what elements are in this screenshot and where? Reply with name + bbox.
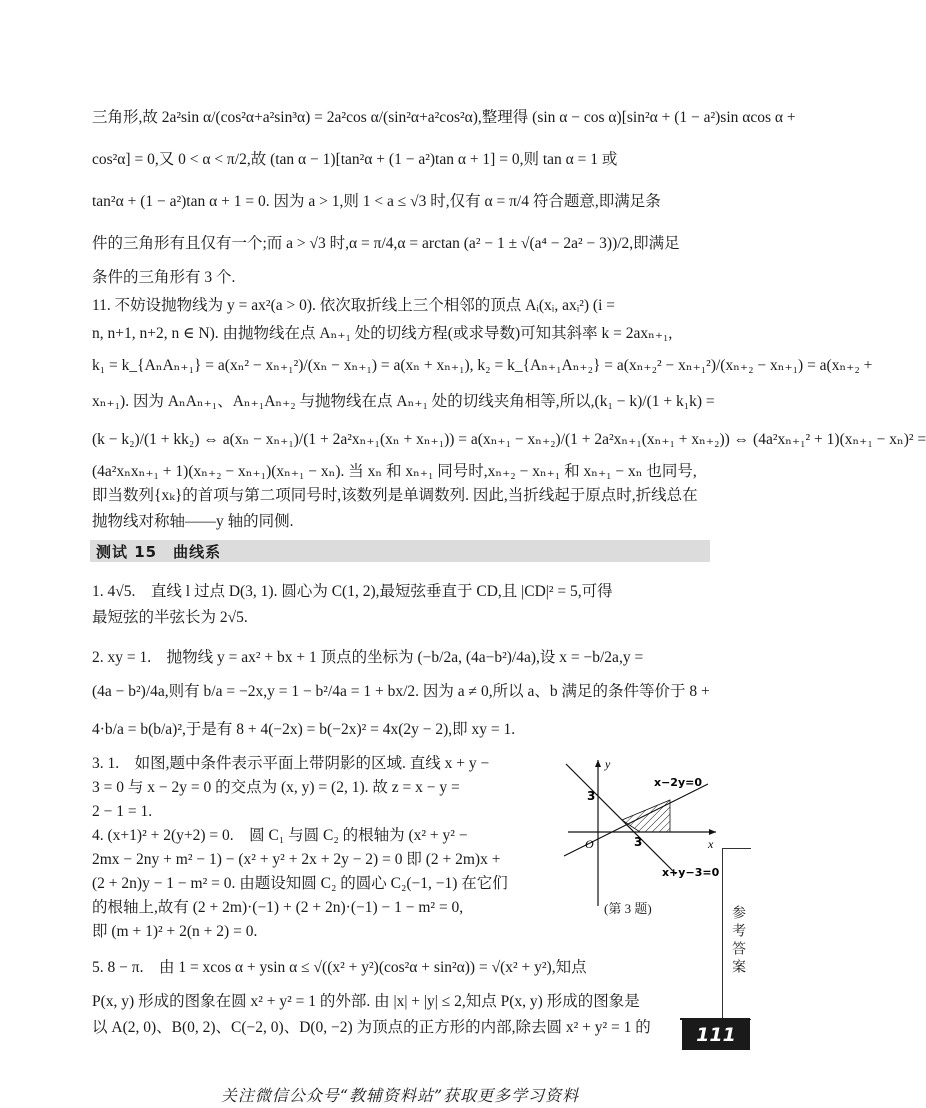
text-line: xₙ₊₁). 因为 AₙAₙ₊₁、Aₙ₊₁Aₙ₊₂ 与抛物线在点 Aₙ₊₁ 处的切线夹角相等,所以,(k₁ − k)/(1 + k₁k) = — [92, 393, 715, 410]
text-line: 抛物线对称轴——y 轴的同侧. — [92, 513, 294, 530]
footer-note: 关注微信公众号“教辅资料站”获取更多学习资料 — [220, 1086, 580, 1105]
text-line: k₁ = k_{AₙAₙ₊₁} = a(xₙ² − xₙ₊₁²)/(xₙ − xₙ₊₁) = a(xₙ + xₙ₊₁), k₂ = k_{Aₙ₊₁Aₙ₊₂} = a(xₙ₊₂² − xₙ₊₁²)/(xₙ₊₂ − xₙ₊₁) = a(xₙ₊₂ + — [92, 357, 873, 374]
y-axis-arrow-icon — [595, 760, 601, 767]
line-x-plus-y-3-label: x+y−3=0 — [662, 866, 720, 879]
text-line: (4a²xₙxₙ₊₁ + 1)(xₙ₊₂ − xₙ₊₁)(xₙ₊₁ − xₙ). 当 xₙ 和 xₙ₊₁ 同号时,xₙ₊₂ − xₙ₊₁ 和 xₙ₊₁ − xₙ 也同号, — [92, 463, 697, 480]
page-number: 111 — [682, 1020, 750, 1050]
text-line: cos²α] = 0,又 0 < α < π/2,故 (tan α − 1)[tan²α + (1 − a²)tan α + 1] = 0,则 tan α = 1 或 — [92, 151, 618, 168]
side-tab-label: 参考答案 — [730, 905, 746, 977]
text-line: 3 = 0 与 x − 2y = 0 的交点为 (x, y) = (2, 1). 故 z = x − y = — [92, 779, 460, 796]
figure-caption: (第 3 题) — [604, 901, 652, 916]
text-line: 条件的三角形有 3 个. — [92, 269, 236, 286]
x-axis-label: x — [708, 837, 714, 851]
text-line: 2mx − 2ny + m² − 1) − (x² + y² + 2x + 2y − 2) = 0 即 (2 + 2m)x + — [92, 851, 501, 868]
text-line: (4a − b²)/4a,则有 b/a = −2x,y = 1 − b²/4a = 1 + bx/2. 因为 a ≠ 0,所以 a、b 满足的条件等价于 8 + — [92, 683, 710, 700]
text-line: 即当数列{xₖ}的首项与第二项同号时,该数列是单调数列. 因此,当折线起于原点时,折线总在 — [92, 487, 698, 504]
text-line: 件的三角形有且仅有一个;而 a > √3 时,α = π/4,α = arctan (a² − 1 ± √(a⁴ − 2a² − 3))/2,即满足 — [92, 235, 680, 252]
problem-5-line: 5. 8 − π. 由 1 = xcos α + ysin α ≤ √((x² + y²)(cos²α + sin²α)) = √(x² + y²),知点 — [92, 959, 587, 976]
line-x-2y-label: x−2y=0 — [654, 776, 703, 789]
text-line: (2 + 2n)y − 1 − m² = 0. 由题设知圆 C₂ 的圆心 C₂(−1, −1) 在它们 — [92, 875, 508, 892]
text-line: 即 (m + 1)² + 2(n + 2) = 0. — [92, 923, 258, 940]
text-line: 以 A(2, 0)、B(0, 2)、C(−2, 0)、D(0, −2) 为顶点的正方形的内部,除去圆 x² + y² = 1 的 — [92, 1019, 651, 1036]
problem-11-line: 11. 不妨设抛物线为 y = ax²(a > 0). 依次取折线上三个相邻的顶点 Aᵢ(xᵢ, axᵢ²) (i = — [92, 297, 615, 314]
text-line: n, n+1, n+2, n ∈ N). 由抛物线在点 Aₙ₊₁ 处的切线方程(或求导数)可知其斜率 k = 2axₙ₊₁, — [92, 325, 673, 342]
text-line: P(x, y) 形成的图象在圆 x² + y² = 1 的外部. 由 |x| + |y| ≤ 2,知点 P(x, y) 形成的图象是 — [92, 993, 640, 1010]
text-line: 三角形,故 2a²sin α/(cos²α+a²sin³α) = 2a²cos α/(sin²α+a²cos²α),整理得 (sin α − cos α)[sin²α + (1 − a²)sin αcos α + — [92, 109, 796, 126]
y-axis-label: y — [605, 757, 611, 771]
problem-3-line: 3. 1. 如图,题中条件表示平面上带阴影的区域. 直线 x + y − — [92, 755, 490, 772]
text-line: (k − k₂)/(1 + kk₂) ⇔ a(xₙ − xₙ₊₁)/(1 + 2a²xₙ₊₁(xₙ + xₙ₊₁)) = a(xₙ₊₁ − xₙ₊₂)/(1 + 2a²xₙ₊₁(xₙ₊₁ + xₙ₊₂)) ⇔ (4a²xₙ₊₁² + 1)(xₙ₊₁ − xₙ)² = — [92, 431, 926, 448]
text-line: 2 − 1 = 1. — [92, 803, 153, 820]
problem-2-line: 2. xy = 1. 抛物线 y = ax² + bx + 1 顶点的坐标为 (−b/2a, (4a−b²)/4a),设 x = −b/2a,y = — [92, 649, 644, 666]
text-line: 4·b/a = b(b/a)²,于是有 8 + 4(−2x) = b(−2x)² = 4x(2y − 2),即 xy = 1. — [92, 721, 516, 738]
problem-4-line: 4. (x+1)² + 2(y+2) = 0. 圆 C₁ 与圆 C₂ 的根轴为 (x² + y² − — [92, 827, 468, 844]
text-line: 最短弦的半弦长为 2√5. — [92, 609, 248, 626]
region-graph — [558, 756, 720, 914]
section-title: 测试 15 曲线系 — [96, 543, 222, 561]
problem-1-line: 1. 4√5. 直线 l 过点 D(3, 1). 圆心为 C(1, 2),最短弦垂直于 CD,且 |CD|² = 5,可得 — [92, 583, 613, 600]
x-axis-arrow-icon — [709, 829, 716, 835]
y-tick-label: 3 — [587, 789, 596, 803]
x-tick-label: 3 — [634, 835, 643, 849]
text-line: tan²α + (1 − a²)tan α + 1 = 0. 因为 a > 1,则 1 < a ≤ √3 时,仅有 α = π/4 符合题意,即满足条 — [92, 193, 661, 210]
text-line: 的根轴上,故有 (2 + 2m)·(−1) + (2 + 2n)·(−1) − 1 − m² = 0, — [92, 899, 464, 916]
side-tab — [722, 848, 751, 1020]
origin-label: O — [585, 837, 594, 851]
